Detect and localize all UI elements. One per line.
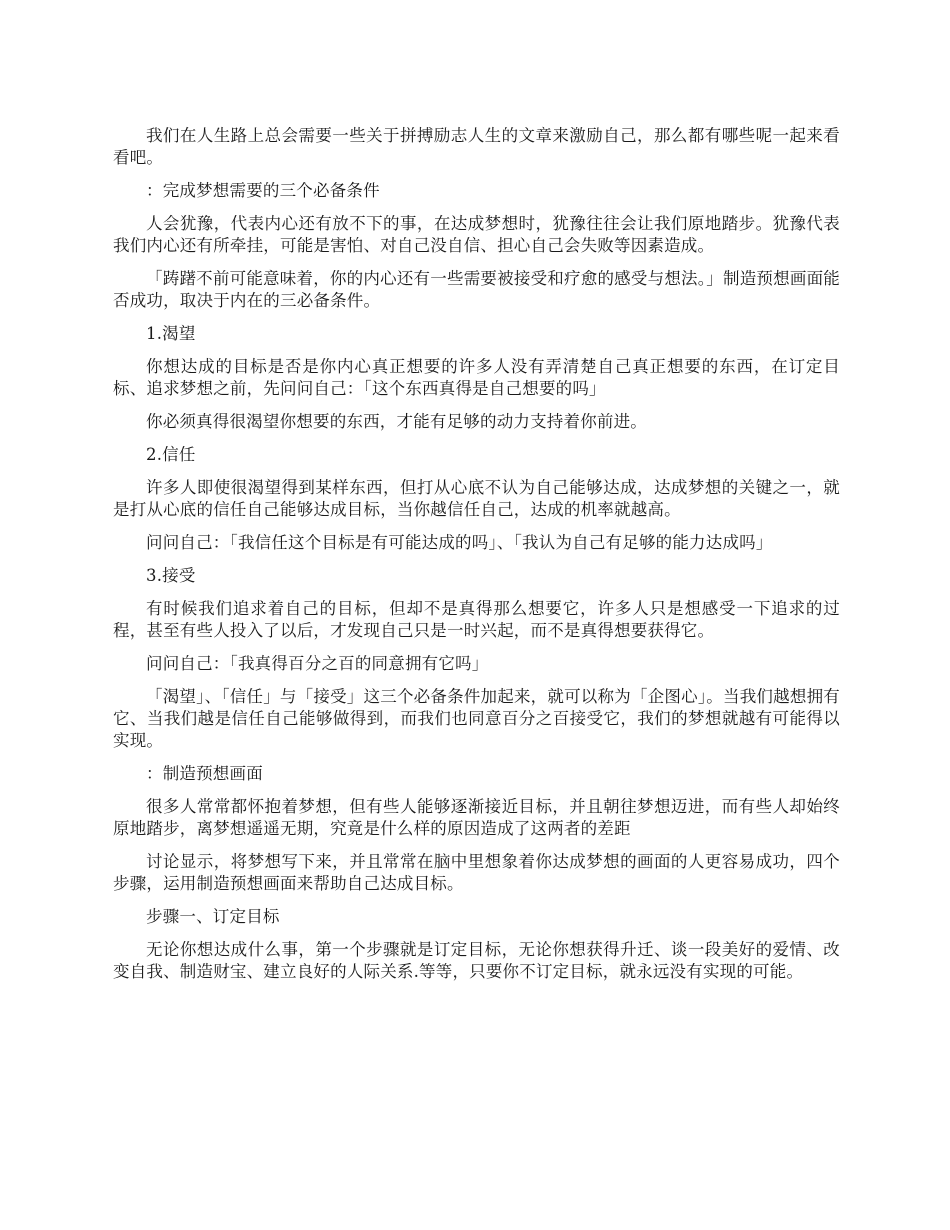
step-heading: 步骤一、订定目标 xyxy=(146,907,280,926)
paragraph: 你想达成的目标是否是你内心真正想要的许多人没有弄清楚自己真正想要的东西，在订定目标、追求梦想之前，先问问自己：「这个东西真得是自己想要的吗」 xyxy=(113,357,840,398)
paragraph: 「渴望」、「信任」与「接受」这三个必备条件加起来，就可以称为「企图心」。当我们越想拥有它、当我们越是信任自己能够做得到，而我们也同意百分之百接受它，我们的梦想就越有可能得以实现。 xyxy=(113,687,840,750)
paragraph: 我们在人生路上总会需要一些关于拼搏励志人生的文章来激励自己，那么都有哪些呢一起来看看吧。 xyxy=(113,126,840,167)
paragraph: 问问自己：「我真得百分之百的同意拥有它吗」 xyxy=(146,654,489,673)
paragraph: 问问自己：「我信任这个目标是有可能达成的吗」、「我认为自己有足够的能力达成吗」 xyxy=(146,533,773,552)
paragraph: 无论你想达成什么事，第一个步骤就是订定目标，无论你想获得升迁、谈一段美好的爱情、改变自我、制造财宝、建立良好的人际关系.等等，只要你不订定目标，就永远没有实现的可能。 xyxy=(113,940,840,981)
paragraph: 讨论显示，将梦想写下来，并且常常在脑中里想象着你达成梦想的画面的人更容易成功，四个步骤，运用制造预想画面来帮助自己达成目标。 xyxy=(113,852,840,893)
paragraph: 人会犹豫，代表内心还有放不下的事，在达成梦想时，犹豫往往会让我们原地踏步。犹豫代表我们内心还有所牵挂，可能是害怕、对自己没自信、担心自己会失败等因素造成。 xyxy=(113,214,840,255)
subsection-heading: 2.信任 xyxy=(146,445,196,464)
document-body xyxy=(113,125,840,994)
paragraph: 许多人即使很渴望得到某样东西，但打从心底不认为自己能够达成，达成梦想的关键之一，就是打从心底的信任自己能够达成目标，当你越信任自己，达成的机率就越高。 xyxy=(113,478,840,519)
subsection-heading: 1.渴望 xyxy=(146,324,196,343)
paragraph: 「踌躇不前可能意味着，你的内心还有一些需要被接受和疗愈的感受与想法。」制造预想画面能否成功，取决于内在的三必备条件。 xyxy=(113,269,840,310)
paragraph: 你必须真得很渴望你想要的东西，才能有足够的动力支持着你前进。 xyxy=(146,412,647,431)
section-heading: ：制造预想画面 xyxy=(146,764,263,783)
section-heading: ：完成梦想需要的三个必备条件 xyxy=(146,181,380,200)
paragraph: 很多人常常都怀抱着梦想，但有些人能够逐渐接近目标，并且朝往梦想迈进，而有些人却始终原地踏步，离梦想遥遥无期，究竟是什么样的原因造成了这两者的差距 xyxy=(113,797,840,838)
paragraph: 有时候我们追求着自己的目标，但却不是真得那么想要它，许多人只是想感受一下追求的过程，甚至有些人投入了以后，才发现自己只是一时兴起，而不是真得想要获得它。 xyxy=(113,599,840,640)
subsection-heading: 3.接受 xyxy=(146,566,196,585)
